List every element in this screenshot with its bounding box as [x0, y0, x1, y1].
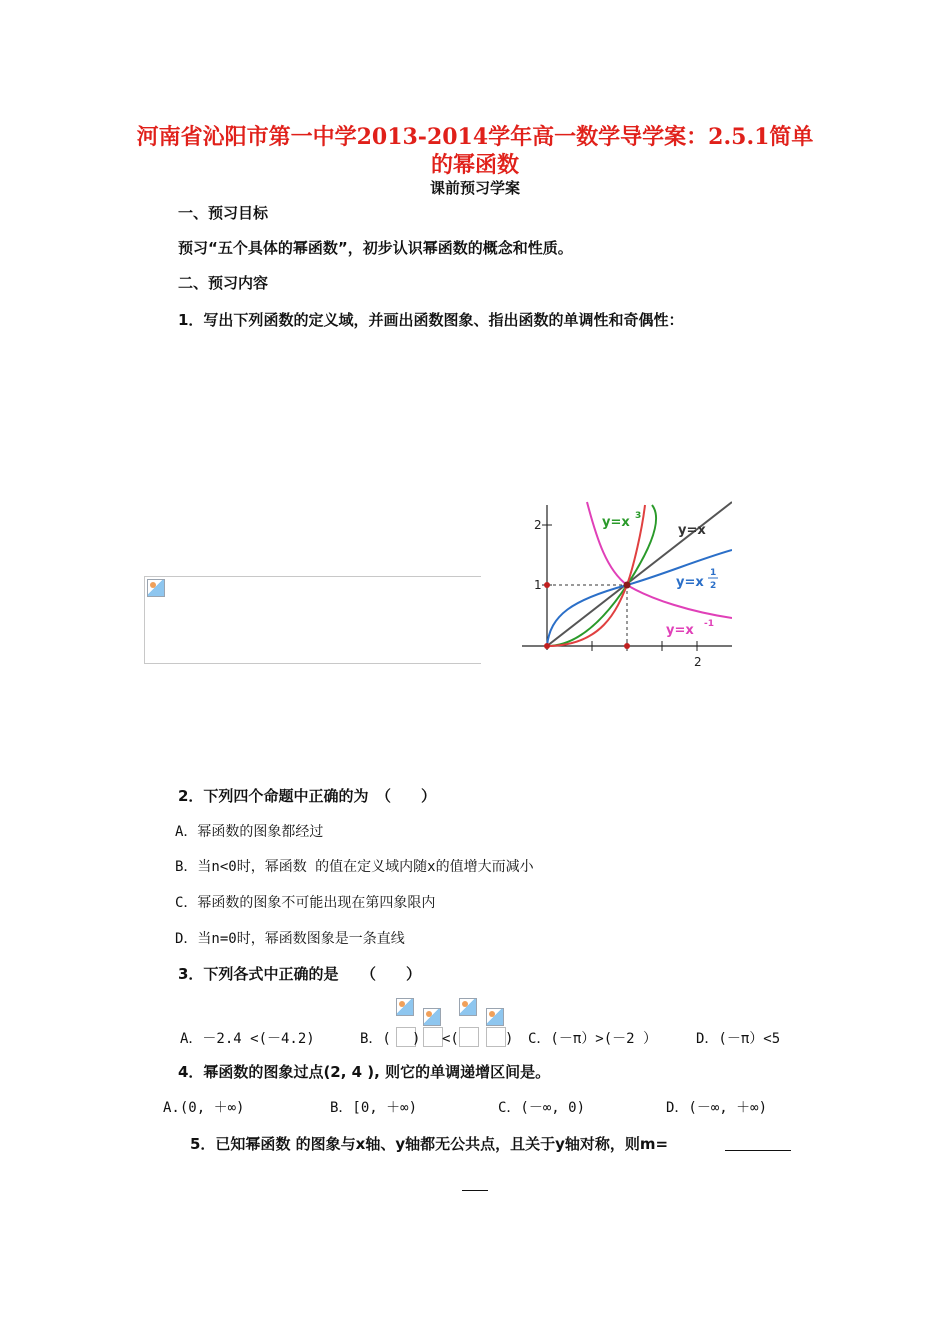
placeholder-box	[459, 1027, 479, 1047]
broken-image-icon	[423, 1008, 441, 1026]
power-function-graph	[482, 500, 732, 682]
question-3-option-d: D．(－π）<5	[696, 1031, 781, 1047]
section-1-text: 预习“五个具体的幂函数”，初步认识幂函数的概念和性质。	[178, 239, 573, 257]
point-x-1	[624, 643, 630, 649]
broken-image-icon	[459, 998, 477, 1016]
label-sqrt-denominator: 2	[710, 581, 717, 591]
question-3-option-a: A．－2.4 <(－4.2)	[180, 1031, 315, 1047]
label-linear: y=x	[678, 523, 706, 538]
document-title-line1: 河南省沁阳市第一中学2013-2014学年高一数学导学案：2.5.1简单	[136, 124, 814, 150]
question-2-option-a: A．幂函数的图象都经过	[175, 824, 324, 840]
point-y-1	[544, 582, 550, 588]
broken-image-icon	[147, 579, 165, 597]
question-2-stem: 2．下列四个命题中正确的为 （ ）	[178, 787, 436, 805]
question-4-option-d: D．(－∞, ＋∞)	[666, 1100, 768, 1116]
broken-image-icon	[486, 1008, 504, 1026]
missing-image-frame	[144, 576, 481, 664]
label-inverse-exponent: -1	[704, 619, 714, 629]
section-2-heading: 二、预习内容	[178, 274, 269, 292]
question-2-option-c: C．幂函数的图象不可能出现在第四象限内	[175, 895, 436, 911]
question-4-option-b: B．[0, ＋∞)	[330, 1100, 418, 1116]
subtitle: 课前预习学案	[429, 179, 520, 197]
answer-blank[interactable]	[725, 1150, 791, 1151]
y-tick-1: 1	[534, 578, 542, 592]
question-2-option-d: D．当n=0时，幂函数图象是一条直线	[175, 931, 405, 947]
question-3-option-b-end: )	[505, 1031, 514, 1047]
y-tick-2: 2	[534, 518, 542, 532]
placeholder-box	[423, 1027, 443, 1047]
question-3-option-b-mid1: )	[412, 1031, 421, 1047]
label-sqrt-numerator: 1	[710, 568, 717, 578]
question-3-option-b-mid2: <(	[442, 1031, 459, 1047]
document-title-line2: 的幂函数	[430, 152, 519, 178]
label-inverse: y=x	[666, 623, 694, 638]
question-4-option-a: A.(0, ＋∞)	[163, 1100, 245, 1116]
question-3-option-c: C．(－π）>(－2 ）	[528, 1031, 658, 1047]
label-cube: y=x	[602, 515, 630, 530]
question-2-option-b: B．当n<0时，幂函数 的值在定义域内随x的值增大而减小	[175, 859, 534, 875]
question-3-stem: 3．下列各式中正确的是 （ ）	[178, 965, 421, 983]
x-tick-2: 2	[694, 655, 702, 669]
question-4-stem: 4．幂函数的图象过点(2, 4 ), 则它的单调递增区间是。	[178, 1063, 551, 1081]
section-1-heading: 一、预习目标	[178, 204, 269, 222]
footer-rule	[462, 1190, 488, 1191]
placeholder-box	[486, 1027, 506, 1047]
point-origin	[544, 643, 550, 649]
question-1: 1．写出下列函数的定义域，并画出函数图象、指出函数的单调性和奇偶性：	[178, 311, 684, 329]
label-sqrt: y=x	[676, 575, 704, 590]
point-1-1	[624, 582, 631, 589]
question-3-option-b-prefix: B．(	[360, 1031, 391, 1047]
broken-image-icon	[396, 998, 414, 1016]
question-5-stem: 5．已知幂函数 的图象与x轴、y轴都无公共点，且关于y轴对称，则m=	[190, 1135, 669, 1153]
question-4-option-c: C．(－∞, 0)	[498, 1100, 586, 1116]
label-cube-exponent: 3	[635, 511, 642, 521]
